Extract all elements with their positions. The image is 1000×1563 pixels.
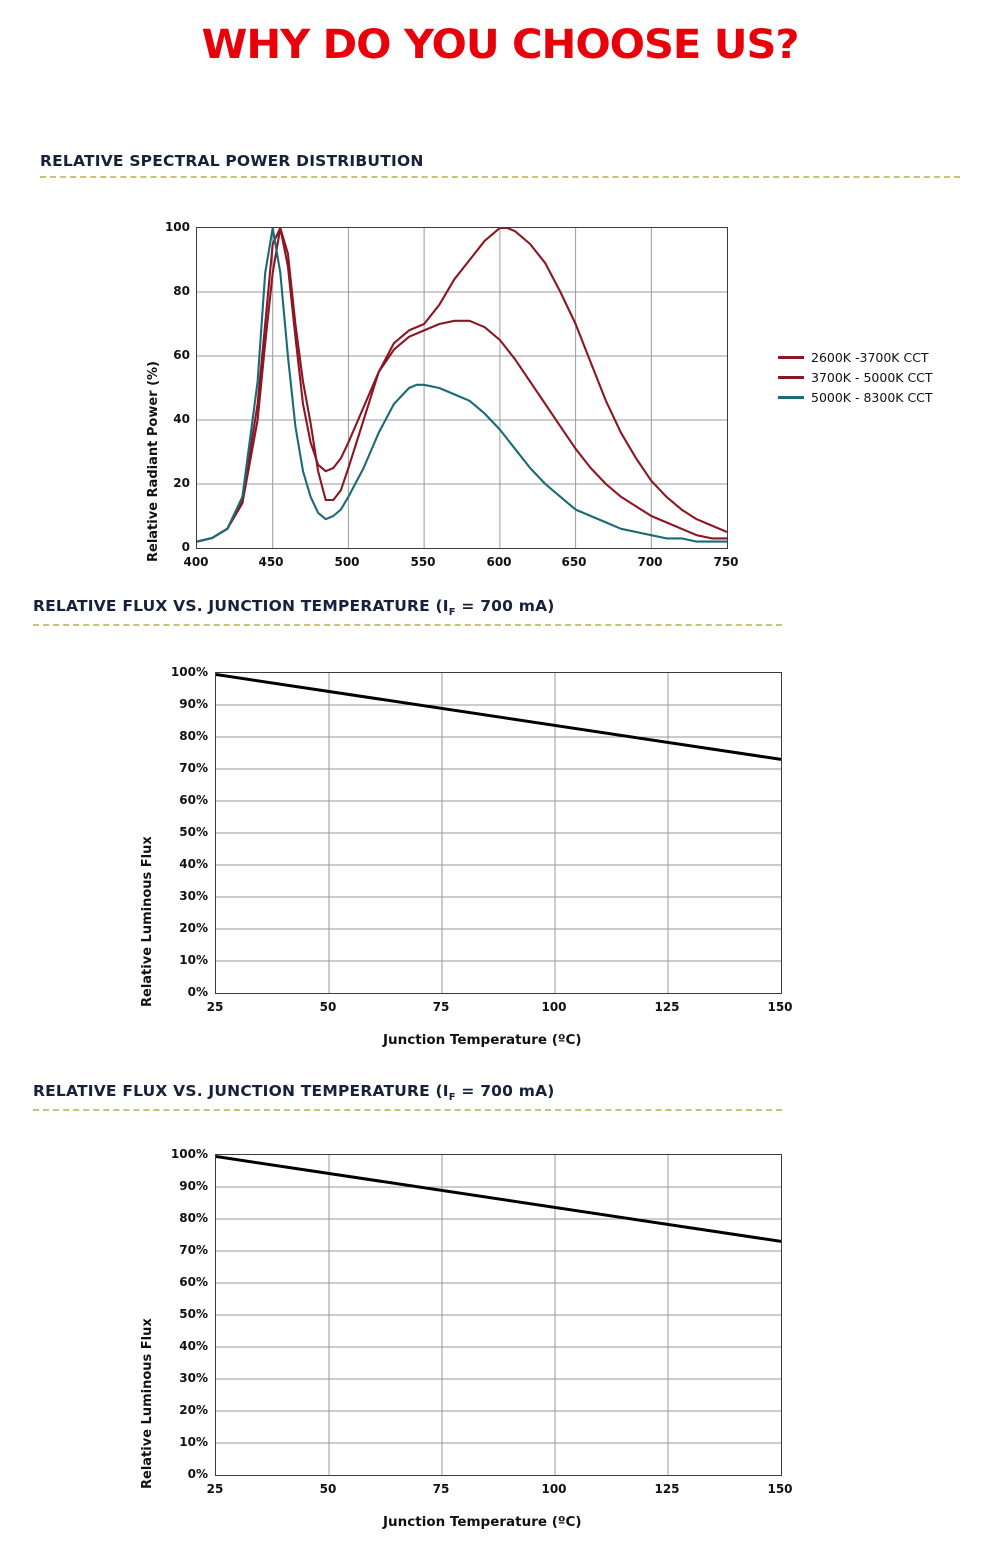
flux2-y-axis-label: Relative Luminous Flux (140, 1318, 155, 1489)
flux1-y-axis-label: Relative Luminous Flux (140, 836, 155, 1007)
spd-x-tick: 500 (334, 555, 360, 569)
flux2-x-tick: 50 (319, 1482, 337, 1496)
spd-x-tick: 550 (410, 555, 436, 569)
flux2-y-tick: 30% (179, 1371, 208, 1385)
flux1-y-tick: 50% (179, 825, 208, 839)
chart-spectral-power-distribution (0, 207, 1000, 582)
flux1-x-tick: 100 (541, 1000, 567, 1014)
flux1-y-tick: 90% (179, 697, 208, 711)
flux1-x-tick: 75 (432, 1000, 450, 1014)
flux2-x-tick: 25 (206, 1482, 224, 1496)
spd-y-tick: 100 (164, 220, 190, 234)
legend-item (778, 367, 933, 387)
flux2-plot-area (215, 1154, 782, 1476)
flux2-x-tick: 150 (767, 1482, 793, 1496)
spd-y-tick: 40 (173, 412, 190, 426)
flux2-x-tick: 125 (654, 1482, 680, 1496)
section-divider (33, 624, 782, 626)
flux2-x-axis-label: Junction Temperature (ºC) (383, 1514, 582, 1530)
spd-x-tick: 750 (713, 555, 739, 569)
legend-swatch-3700k (778, 376, 804, 379)
flux1-plot-area (215, 672, 782, 994)
flux2-y-tick: 50% (179, 1307, 208, 1321)
legend-label-2600k: 2600K -3700K CCT (811, 349, 929, 365)
flux1-y-tick: 60% (179, 793, 208, 807)
spd-y-axis-label: Relative Radiant Power (%) (146, 361, 161, 562)
flux2-x-tick: 100 (541, 1482, 567, 1496)
flux1-y-tick: 70% (179, 761, 208, 775)
legend-label-5000k: 5000K - 8300K CCT (811, 389, 933, 405)
flux1-x-tick: 25 (206, 1000, 224, 1014)
spd-x-tick: 650 (561, 555, 587, 569)
section-heading-flux1-post: = 700 mA) (455, 597, 555, 615)
spd-y-tick: 80 (173, 284, 190, 298)
flux1-y-tick: 30% (179, 889, 208, 903)
spd-y-tick: 20 (173, 476, 190, 490)
legend-swatch-2600k (778, 356, 804, 359)
chart-relative-flux-1 (0, 662, 1000, 1062)
spd-x-tick: 400 (183, 555, 209, 569)
spd-y-tick: 0 (181, 540, 190, 554)
flux2-svg (216, 1155, 781, 1475)
flux2-y-tick: 80% (179, 1211, 208, 1225)
page-title: WHY DO YOU CHOOSE US? (201, 22, 799, 68)
section-heading-flux2 (33, 1082, 967, 1103)
flux2-y-tick: 100% (170, 1147, 208, 1161)
section-heading-spd: RELATIVE SPECTRAL POWER DISTRIBUTION (40, 152, 424, 170)
flux1-y-tick: 40% (179, 857, 208, 871)
flux2-y-tick: 40% (179, 1339, 208, 1353)
flux1-y-tick: 80% (179, 729, 208, 743)
flux2-y-tick: 10% (179, 1435, 208, 1449)
flux2-y-tick: 0% (187, 1467, 208, 1481)
flux2-y-tick: 70% (179, 1243, 208, 1257)
flux1-x-axis-label: Junction Temperature (ºC) (383, 1032, 582, 1048)
section-heading-flux1 (33, 597, 967, 618)
chart-relative-flux-2 (0, 1144, 1000, 1544)
legend-label-3700k: 3700K - 5000K CCT (811, 369, 933, 385)
legend-item (778, 387, 933, 407)
spd-plot-area (196, 227, 728, 549)
section-divider (40, 176, 960, 178)
flux1-y-tick: 100% (170, 665, 208, 679)
spd-svg (197, 228, 727, 548)
legend-item (778, 347, 933, 367)
flux1-y-tick: 20% (179, 921, 208, 935)
flux1-x-tick: 125 (654, 1000, 680, 1014)
section-heading-flux1-sub: F (448, 607, 456, 619)
section-heading-flux2-sub: F (448, 1092, 456, 1104)
flux1-y-tick: 0% (187, 985, 208, 999)
flux2-y-tick: 90% (179, 1179, 208, 1193)
flux1-x-tick: 50 (319, 1000, 337, 1014)
spd-x-tick: 450 (258, 555, 284, 569)
spd-x-tick: 700 (637, 555, 663, 569)
section-heading-flux1-pre: RELATIVE FLUX VS. JUNCTION TEMPERATURE (I (33, 597, 449, 615)
flux1-y-tick: 10% (179, 953, 208, 967)
flux2-y-tick: 20% (179, 1403, 208, 1417)
section-divider (33, 1109, 782, 1111)
spd-x-tick: 600 (486, 555, 512, 569)
flux1-svg (216, 673, 781, 993)
flux2-x-tick: 75 (432, 1482, 450, 1496)
section-heading-flux2-pre: RELATIVE FLUX VS. JUNCTION TEMPERATURE (I (33, 1082, 449, 1100)
legend-swatch-5000k (778, 396, 804, 399)
spd-legend (778, 347, 933, 407)
spd-y-tick: 60 (173, 348, 190, 362)
section-heading-flux2-post: = 700 mA) (455, 1082, 555, 1100)
flux1-x-tick: 150 (767, 1000, 793, 1014)
flux2-y-tick: 60% (179, 1275, 208, 1289)
